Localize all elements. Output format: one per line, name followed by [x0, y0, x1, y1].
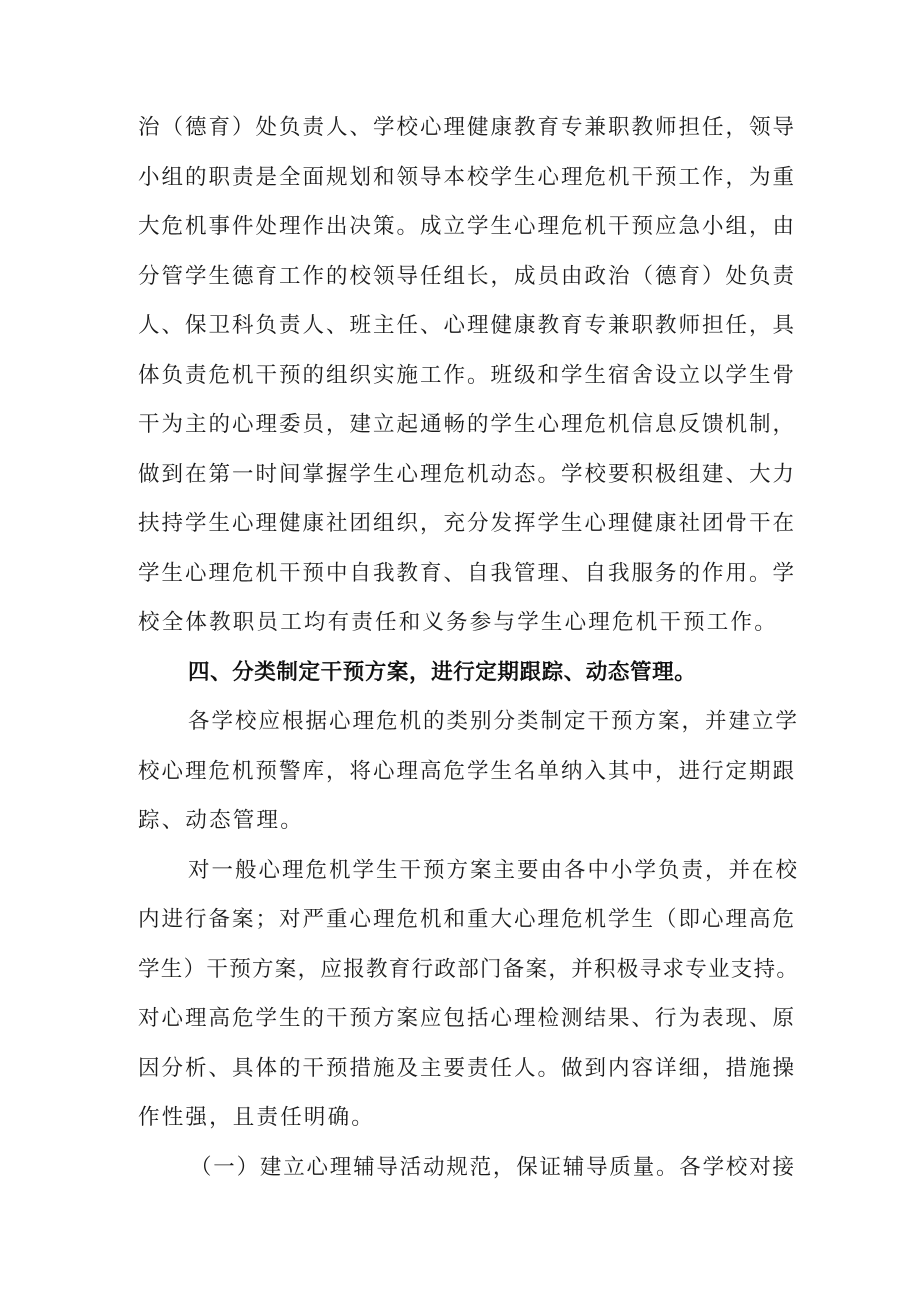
text-line: 内进行备案；对严重心理危机和重大心理危机学生（即心理高危 — [138, 907, 797, 932]
text-line: 大危机事件处理作出决策。成立学生心理危机干预应急小组，由 — [138, 214, 797, 239]
text-line: 学生心理危机干预中自我教育、自我管理、自我服务的作用。学 — [138, 561, 797, 586]
text-line: 对心理高危学生的干预方案应包括心理检测结果、行为表现、原 — [138, 1006, 797, 1031]
text-line: 各学校应根据心理危机的类别分类制定干预方案，并建立学 — [188, 709, 800, 734]
text-line: 干为主的心理委员，建立起通畅的学生心理危机信息反馈机制， — [138, 412, 797, 437]
text-line: 小组的职责是全面规划和领导本校学生心理危机干预工作，为重 — [138, 165, 797, 190]
text-line: 人、保卫科负责人、班主任、心理健康教育专兼职教师担任，具 — [138, 313, 797, 338]
text-line: 扶持学生心理健康社团组织，充分发挥学生心理健康社团骨干在 — [138, 511, 797, 536]
text-line: 学生）干预方案，应报教育行政部门备案，并积极寻求专业支持。 — [138, 957, 800, 982]
text-line: 因分析、具体的干预措施及主要责任人。做到内容详细，措施操 — [138, 1056, 797, 1081]
text-line: 对一般心理危机学生干预方案主要由各中小学负责，并在校 — [188, 858, 800, 883]
text-line: 治（德育）处负责人、学校心理健康教育专兼职教师担任，领导 — [138, 115, 797, 140]
text-line: 分管学生德育工作的校领导任组长，成员由政治（德育）处负责 — [138, 264, 797, 289]
text-line: 校心理危机预警库，将心理高危学生名单纳入其中，进行定期跟 — [138, 759, 797, 784]
text-line: 体负责危机干预的组织实施工作。班级和学生宿舍设立以学生骨 — [138, 363, 797, 388]
section-heading: 四、分类制定干预方案，进行定期跟踪、动态管理。 — [188, 660, 697, 685]
text-line: 作性强，且责任明确。 — [138, 1105, 376, 1130]
text-line: 做到在第一时间掌握学生心理危机动态。学校要积极组建、大力 — [138, 462, 797, 487]
text-line: 踪、动态管理。 — [138, 808, 304, 833]
text-line: 校全体教职员工均有责任和义务参与学生心理危机干预工作。 — [138, 610, 778, 635]
text-line: （一）建立心理辅导活动规范，保证辅导质量。各学校对接 — [190, 1155, 796, 1180]
